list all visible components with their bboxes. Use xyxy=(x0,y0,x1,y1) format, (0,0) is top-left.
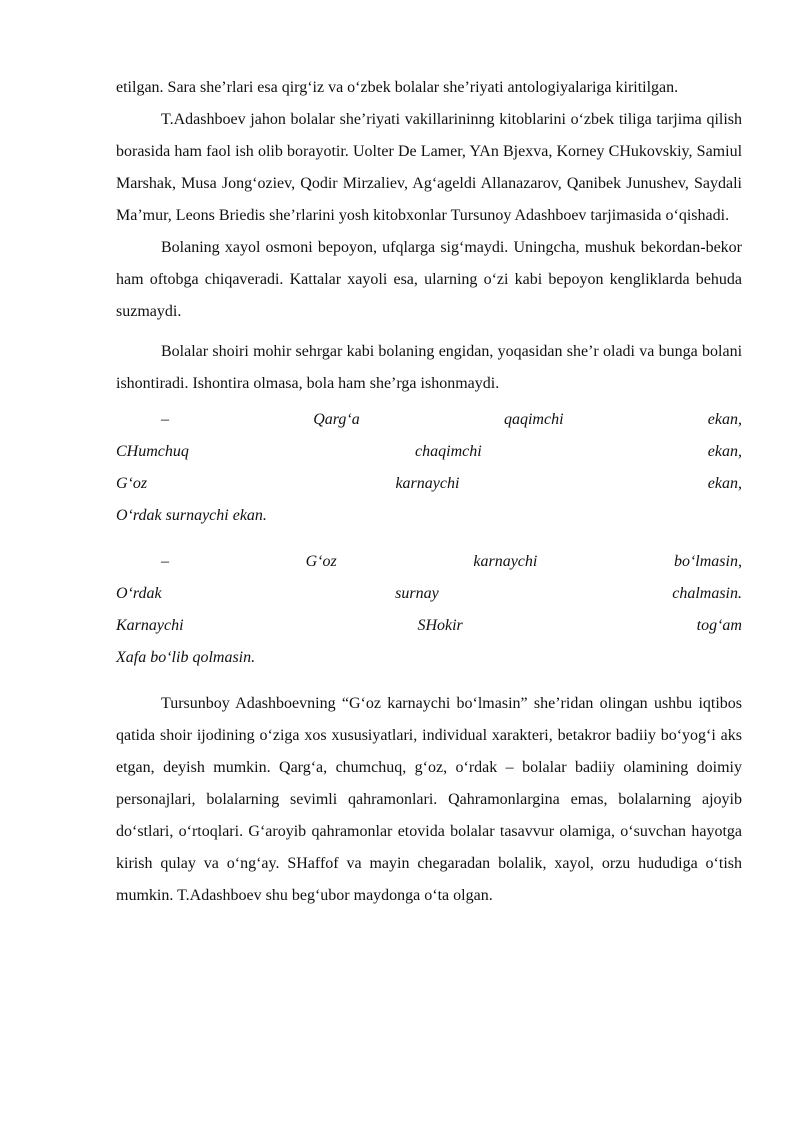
verse-line: Karnaychi SHokir tog‘am xyxy=(116,617,742,634)
verse-line: Xafa bo‘lib qolmasin. xyxy=(116,649,256,666)
verse-line: CHumchuq chaqimchi ekan, xyxy=(116,443,742,460)
verse-line: – G‘oz karnaychi bo‘lmasin, xyxy=(161,553,742,570)
paragraph-continuation: etilgan. Sara she’rlari esa qirg‘iz va o‘zbek bolalar she’riyati antologiyalariga kiritilgan. xyxy=(116,79,679,96)
paragraph-imagination: Bolaning xayol osmoni bepoyon, ufqlarga sig‘maydi. Uningcha, mushuk bekordan-bekor ham oftobga chiqaveradi. Kattalar xayoli esa, ularning o‘zi kabi bepoyon kengliklarda behuda suzmaydi. xyxy=(116,239,743,320)
document-page xyxy=(116,72,742,912)
paragraph-poet: Bolalar shoiri mohir sehrgar kabi bolaning engidan, yoqasidan she’r oladi va bunga bolani ishontiradi. Ishontira olmasa, bola ham she’rga ishonmaydi. xyxy=(116,343,743,392)
paragraph-analysis: Tursunboy Adashboevning “G‘oz karnaychi bo‘lmasin” she’ridan olingan ushbu iqtibos qatida shoir ijodining o‘ziga xos xususiyatlari, individual xarakteri, betakror badiiy bo‘yog‘i aks etgan, deyish mumkin. Qarg‘a, chumchuq, g‘oz, o‘rdak – bolalar badiiy olamining doimiy personajlari, bolalarning sevimli qahramonlari. Qahramonlargina emas, bolalarning ajoyib do‘stlari, o‘rtoqlari. G‘aroyib qahramonlar etovida bolalar tasavvur olamiga, o‘suvchan hayotga kirish qulay va o‘ng‘ay. SHaffof va mayin chegaradan bolalik, xayol, orzu hududiga o‘tish mumkin. T.Adashboev shu beg‘ubor maydonga o‘ta olgan. xyxy=(116,695,743,904)
verse-block-2 xyxy=(116,546,742,674)
verse-line: O‘rdak surnaychi ekan. xyxy=(116,507,267,524)
verse-line: O‘rdak surnay chalmasin. xyxy=(116,585,742,602)
verse-line: G‘oz karnaychi ekan, xyxy=(116,475,742,492)
paragraph-translations: T.Adashboev jahon bolalar she’riyati vakillarininng kitoblarini o‘zbek tiliga tarjima qilish borasida ham faol ish olib borayotir. Uolter De Lamer, YAn Bjexva, Korney CHukovskiy, Samiul Marshak, Musa Jong‘oziev, Qodir Mirzaliev, Ag‘ageldi Allanazarov, Qanibek Junushev, Saydali Ma’mur, Leons Briedis she’rlarini yosh kitobxonlar Tursunoy Adashboev tarjimasida o‘qishadi. xyxy=(116,111,743,224)
verse-line: – Qarg‘a qaqimchi ekan, xyxy=(161,411,742,428)
verse-block-1 xyxy=(116,404,742,532)
